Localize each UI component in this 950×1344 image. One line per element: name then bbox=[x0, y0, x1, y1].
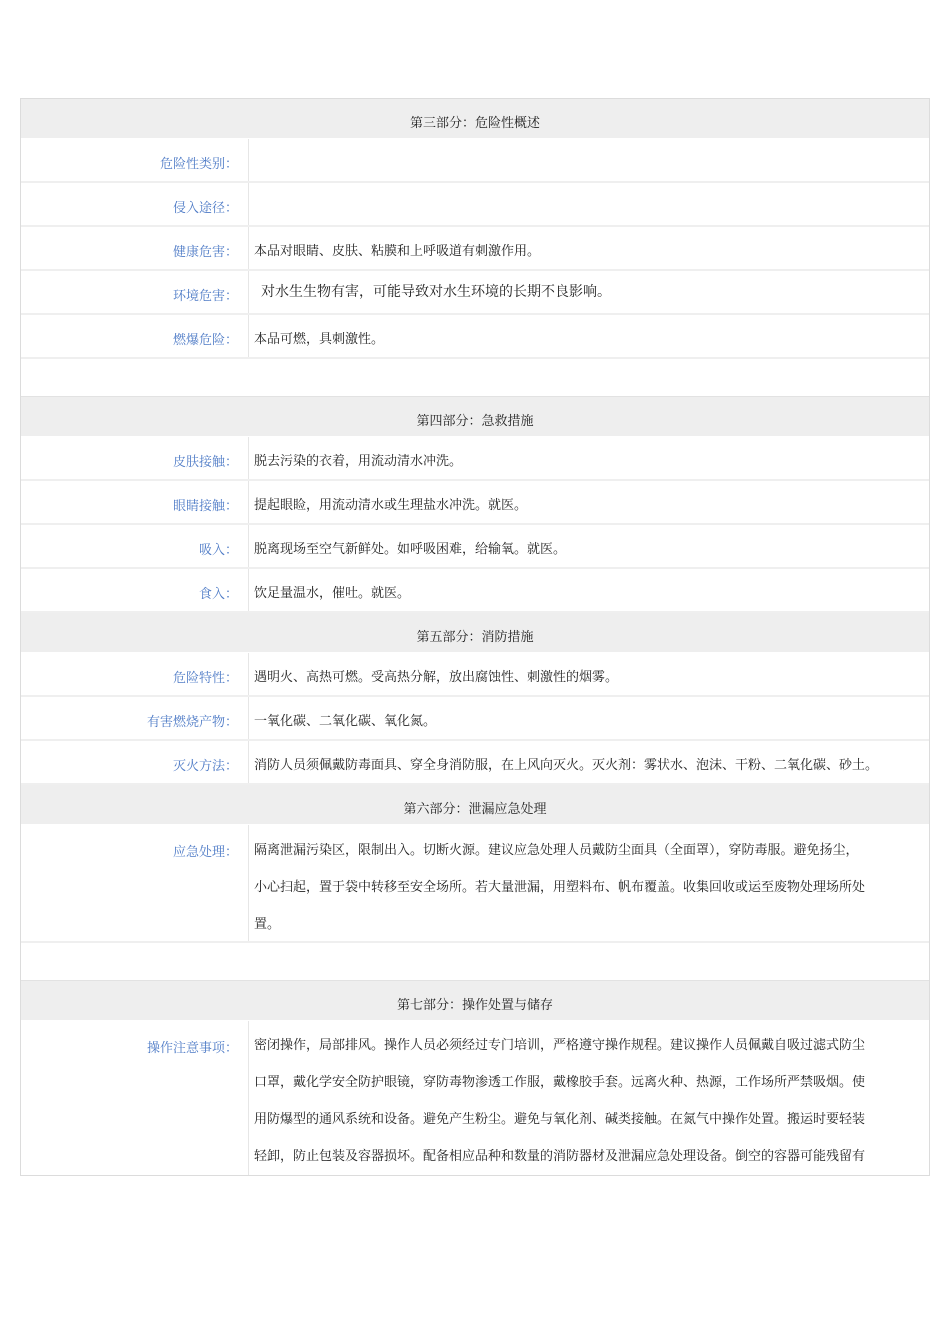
field-label: 应急处理： bbox=[21, 825, 249, 941]
text-line: 置。 bbox=[254, 917, 281, 932]
field-label: 危险性类别： bbox=[21, 139, 249, 181]
section-header-fire-fighting bbox=[21, 613, 929, 653]
field-extinguishing-method bbox=[21, 741, 929, 785]
field-value: 饮足量温水，催吐。就医。 bbox=[254, 585, 411, 601]
section-title: 第五部分：消防措施 bbox=[416, 630, 534, 645]
field-value: 本品对眼睛、皮肤、粘膜和上呼吸道有刺激作用。 bbox=[254, 243, 541, 259]
field-value: 提起眼睑，用流动清水或生理盐水冲洗。就医。 bbox=[254, 497, 528, 513]
field-label: 皮肤接触： bbox=[21, 437, 249, 479]
text-line: 口罩，戴化学安全防护眼镜，穿防毒物渗透工作服，戴橡胶手套。远离火种、热源，工作场所严禁吸烟。使 bbox=[254, 1075, 866, 1090]
field-value: 一氧化碳、二氧化碳、氧化氮。 bbox=[254, 713, 437, 729]
field-label: 环境危害： bbox=[21, 271, 249, 313]
field-ingestion bbox=[21, 569, 929, 613]
text-line: 隔离泄漏污染区，限制出入。切断火源。建议应急处理人员戴防尘面具（全面罩），穿防毒服。避免扬尘， bbox=[254, 843, 859, 858]
field-label: 健康危害： bbox=[21, 227, 249, 269]
field-label: 食入： bbox=[21, 569, 249, 611]
field-inhalation bbox=[21, 525, 929, 569]
field-eye-contact bbox=[21, 481, 929, 525]
field-environment-hazard bbox=[21, 271, 929, 315]
field-value bbox=[249, 1021, 929, 1175]
field-value: 本品可燃，具刺激性。 bbox=[254, 331, 385, 347]
text-line: 用防爆型的通风系统和设备。避免产生粉尘。避免与氧化剂、碱类接触。在氮气中操作处置。搬运时要轻装 bbox=[254, 1112, 866, 1127]
section-spacer bbox=[21, 943, 929, 981]
field-label: 危险特性： bbox=[21, 653, 249, 695]
field-value: 脱离现场至空气新鲜处。如呼吸困难，给输氧。就医。 bbox=[254, 541, 567, 557]
field-label: 有害燃烧产物： bbox=[21, 697, 249, 739]
field-handling-precautions bbox=[21, 1021, 929, 1175]
field-value: 对水生生物有害，可能导致对水生环境的长期不良影响。 bbox=[261, 284, 611, 300]
section-spacer bbox=[21, 359, 929, 397]
section-header-first-aid bbox=[21, 397, 929, 437]
field-hazard-characteristics bbox=[21, 653, 929, 697]
text-line: 轻卸，防止包装及容器损坏。配备相应品种和数量的消防器材及泄漏应急处理设备。倒空的容器可能残留有 bbox=[254, 1149, 866, 1164]
msds-table bbox=[20, 98, 930, 1176]
field-value: 脱去污染的衣着，用流动清水冲洗。 bbox=[254, 453, 463, 469]
section-header-spill-response bbox=[21, 785, 929, 825]
section-header-hazard-overview bbox=[21, 99, 929, 139]
field-value bbox=[249, 825, 929, 941]
section-title: 第七部分：操作处置与储存 bbox=[396, 998, 553, 1013]
text-line: 密闭操作，局部排风。操作人员必须经过专门培训，严格遵守操作规程。建议操作人员佩戴自吸过滤式防尘 bbox=[254, 1038, 866, 1053]
field-label: 侵入途径： bbox=[21, 183, 249, 225]
field-value bbox=[249, 139, 929, 181]
field-label: 眼睛接触： bbox=[21, 481, 249, 523]
field-emergency-handling bbox=[21, 825, 929, 943]
field-entry-route bbox=[21, 183, 929, 227]
field-label: 灭火方法： bbox=[21, 741, 249, 783]
field-skin-contact bbox=[21, 437, 929, 481]
text-line: 小心扫起，置于袋中转移至安全场所。若大量泄漏，用塑料布、帆布覆盖。收集回收或运至废物处理场所处 bbox=[254, 880, 866, 895]
section-title: 第四部分：急救措施 bbox=[416, 414, 534, 429]
field-hazard-class bbox=[21, 139, 929, 183]
field-label: 燃爆危险： bbox=[21, 315, 249, 357]
field-combustion-products bbox=[21, 697, 929, 741]
field-value: 遇明火、高热可燃。受高热分解，放出腐蚀性、刺激性的烟雾。 bbox=[254, 669, 619, 685]
field-explosion-hazard bbox=[21, 315, 929, 359]
field-label: 操作注意事项： bbox=[21, 1021, 249, 1175]
field-value bbox=[249, 183, 929, 225]
section-title: 第六部分：泄漏应急处理 bbox=[403, 802, 547, 817]
field-value: 消防人员须佩戴防毒面具、穿全身消防服，在上风向灭火。灭火剂：雾状水、泡沫、干粉、二氧化碳、砂土。 bbox=[254, 757, 879, 773]
field-health-hazard bbox=[21, 227, 929, 271]
section-header-handling-storage bbox=[21, 981, 929, 1021]
field-label: 吸入： bbox=[21, 525, 249, 567]
section-title: 第三部分：危险性概述 bbox=[409, 116, 540, 131]
